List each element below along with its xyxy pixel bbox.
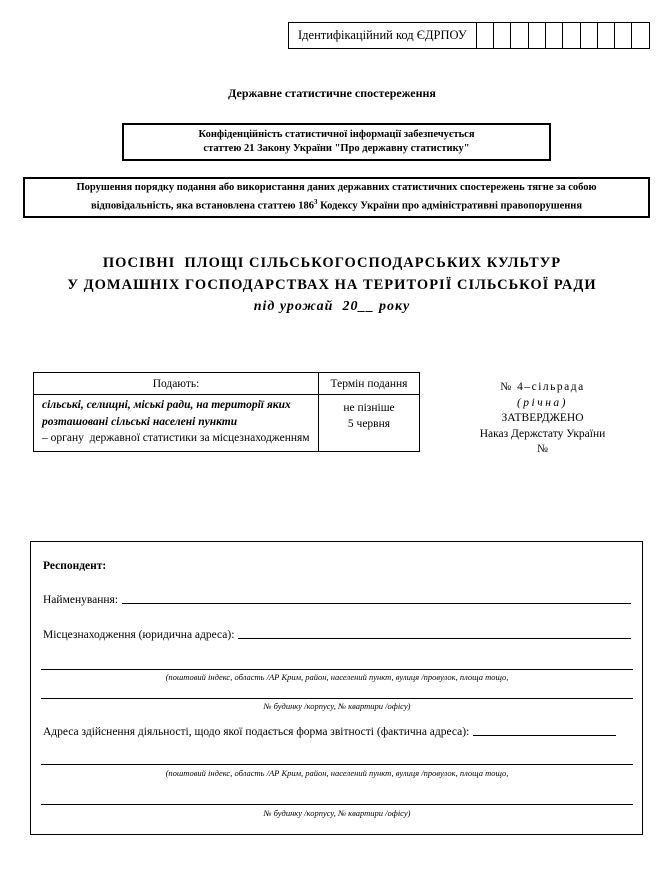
respondent-section bbox=[30, 541, 643, 835]
activity-address-row bbox=[43, 723, 616, 738]
order-number: № bbox=[537, 443, 548, 455]
activity-fill-line-1[interactable] bbox=[41, 764, 633, 765]
activity-fill-line-2[interactable] bbox=[41, 804, 633, 805]
submitters-who: сільські, селищні, міські ради, на території яких розташовані сільські населені пункти bbox=[42, 399, 291, 428]
approved-label: ЗАТВЕРДЖЕНО bbox=[501, 412, 584, 424]
edrpou-cell[interactable] bbox=[511, 23, 528, 48]
approval-block bbox=[440, 380, 645, 458]
observation-heading: Державне статистичне спостереження bbox=[228, 86, 436, 100]
activity-caption-1: (поштовий індекс, область /АР Крим, район, населений пункт, вулиця /провулок, площа тощо, bbox=[165, 768, 509, 778]
violation-notice bbox=[23, 177, 650, 218]
submission-table bbox=[33, 372, 420, 452]
submitters-to-whom: – органу державної статистики за місцезнаходженням bbox=[42, 432, 310, 444]
edrpou-cell[interactable] bbox=[632, 23, 648, 48]
address-caption-1: (поштовий індекс, область /АР Крим, район, населений пункт, вулиця /провулок, площа тощо, bbox=[165, 672, 509, 682]
confidentiality-line-2: статтею 21 Закону України "Про державну статистику" bbox=[203, 143, 470, 154]
edrpou-cell[interactable] bbox=[546, 23, 563, 48]
edrpou-cell[interactable] bbox=[581, 23, 598, 48]
location-label: Місцезнаходження (юридична адреса): bbox=[43, 629, 235, 641]
violation-line-1: Порушення порядку подання або використання даних державних статистичних спостережень тягне за собою bbox=[76, 182, 597, 193]
edrpou-cell[interactable] bbox=[598, 23, 615, 48]
respondent-title: Респондент: bbox=[43, 560, 107, 572]
edrpou-cell[interactable] bbox=[494, 23, 511, 48]
confidentiality-line-1: Конфіденційність статистичної інформації забезпечується bbox=[198, 129, 475, 140]
confidentiality-notice bbox=[122, 123, 551, 161]
edrpou-block bbox=[288, 22, 650, 49]
form-title-line-3: під урожай 20__ року bbox=[253, 299, 411, 314]
address-fill-line-2[interactable] bbox=[41, 698, 633, 699]
submitters-header: Подають: bbox=[34, 373, 319, 395]
edrpou-label: Ідентифікаційний код ЄДРПОУ bbox=[289, 23, 477, 48]
name-field-row bbox=[43, 591, 631, 606]
form-title-line-2: У ДОМАШНІХ ГОСПОДАРСТВАХ НА ТЕРИТОРІЇ СІЛЬСЬКОЇ РАДИ bbox=[67, 277, 597, 293]
address-caption-2: № будинку /корпусу, № квартири /офісу) bbox=[263, 701, 411, 711]
form-periodicity: (річна) bbox=[516, 396, 569, 409]
activity-address-label: Адреса здійснення діяльності, щодо якої подається форма звітності (фактична адреса): bbox=[43, 726, 470, 738]
edrpou-cell[interactable] bbox=[615, 23, 632, 48]
name-fill-line[interactable] bbox=[122, 591, 631, 604]
order-label: Наказ Держстату України bbox=[479, 427, 606, 440]
deadline-cell bbox=[319, 395, 420, 452]
form-title-line-1: ПОСІВНІ ПЛОЩІ СІЛЬСЬКОГОСПОДАРСЬКИХ КУЛЬТУР bbox=[102, 255, 562, 271]
address-fill-line-1[interactable] bbox=[41, 669, 633, 670]
deadline-line-1: не пізніше bbox=[343, 402, 395, 415]
violation-line-2: відповідальність, яка встановлена статтею $186^3$ Кодексу України про адміністративні правопорушення bbox=[90, 198, 583, 212]
form-number: № 4–сільрада bbox=[500, 381, 585, 393]
deadline-header: Термін подання bbox=[319, 373, 420, 395]
name-label: Найменування: bbox=[43, 594, 119, 606]
submitters-cell bbox=[34, 395, 319, 452]
edrpou-cell[interactable] bbox=[477, 23, 494, 48]
activity-caption-2: № будинку /корпусу, № квартири /офісу) bbox=[263, 808, 411, 818]
deadline-line-2: 5 червня bbox=[347, 418, 391, 431]
activity-address-fill-line[interactable] bbox=[473, 723, 616, 736]
edrpou-code-cells bbox=[477, 23, 649, 48]
location-fill-line[interactable] bbox=[238, 626, 631, 639]
edrpou-cell[interactable] bbox=[529, 23, 546, 48]
article-superscript: 3 bbox=[313, 198, 318, 206]
form-title bbox=[0, 252, 664, 318]
location-field-row bbox=[43, 626, 631, 641]
edrpou-cell[interactable] bbox=[563, 23, 580, 48]
